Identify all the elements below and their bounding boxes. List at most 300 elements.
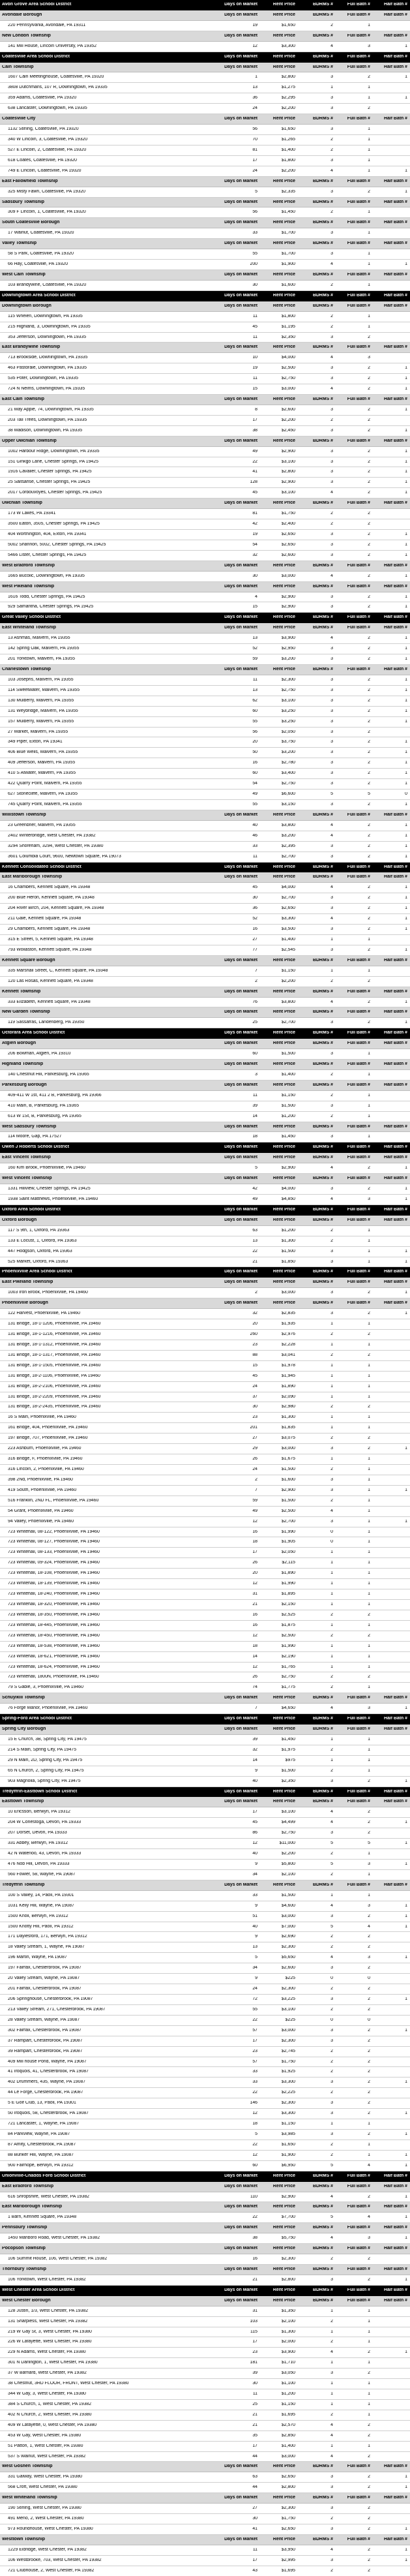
- cell-2: 40: [252, 1852, 257, 1856]
- cell-1: East Whiteland Township: [2, 626, 56, 630]
- cell-6: Half Bath #: [384, 117, 407, 121]
- listing-row: [0, 104, 410, 114]
- cell-3: $2,650: [281, 2527, 295, 2532]
- cell-1: 157 Mulberry, Malvern, PA 19355: [8, 719, 74, 724]
- cell-1: 453 W Gay, West Chester, PA 19380: [8, 2433, 81, 2438]
- cell-6: 1: [405, 782, 407, 786]
- cell-3: $2,115: [282, 1561, 295, 1565]
- cell-3: $1,750: [281, 2517, 295, 2521]
- cell-2: 18: [252, 2122, 257, 2126]
- listing-row: [0, 1423, 410, 1434]
- cell-1: 207 Dorset, Devon, PA 19333: [8, 1831, 67, 1835]
- cell-5: 2: [368, 1612, 370, 1617]
- cell-1: 316 Lincoln, 2, Phoenixville, PA 19460: [8, 1467, 84, 1471]
- cell-2: 17: [252, 2444, 257, 2448]
- cell-2: 54: [252, 782, 257, 786]
- cell-2: 54: [252, 542, 257, 547]
- cell-5: 1: [368, 147, 370, 152]
- cell-1: 5466 Lister, Chester Springs, PA 19425: [8, 553, 87, 557]
- cell-3: $2,950: [281, 647, 295, 651]
- township-header-row: [0, 1153, 410, 1163]
- cell-6: Half Bath #: [384, 865, 407, 869]
- township-header-row: [0, 31, 410, 42]
- cell-1: East Marlborough Township: [2, 875, 63, 880]
- cell-1: 16 Chambers, Kennett Square, PA 19348: [8, 885, 91, 890]
- cell-2: 42: [252, 522, 257, 527]
- cell-6: Half Bath #: [384, 200, 407, 204]
- cell-2: 62: [252, 698, 257, 703]
- listing-row: [0, 1569, 410, 1579]
- cell-1: 50 Iroquois, 58, Chesterbrook, PA 19087: [8, 2111, 89, 2116]
- cell-5: 1: [368, 252, 370, 256]
- cell-1: 131 Bridge, 18-1-1206, Phoenixville, PA 19460: [8, 1322, 101, 1326]
- listing-row: [0, 2472, 410, 2483]
- cell-4: 3: [330, 96, 333, 100]
- cell-5: Full Bath #: [347, 1280, 370, 1285]
- listing-row: [0, 333, 410, 343]
- cell-6: 1: [405, 2111, 407, 2116]
- cell-6: 1: [405, 833, 407, 838]
- cell-4: 3: [330, 771, 333, 776]
- cell-5: 2: [368, 647, 370, 651]
- cell-2: 15: [252, 605, 257, 609]
- cell-2: 77: [252, 947, 257, 952]
- cell-3: $1,875: [281, 1623, 295, 1627]
- cell-2: 9: [255, 1768, 257, 1773]
- township-header-row: [0, 872, 410, 883]
- cell-2: 12: [252, 1633, 257, 1638]
- cell-4: 3: [330, 158, 333, 162]
- cell-5: 1: [368, 2308, 370, 2313]
- cell-1: 28 Valley Stream, Wayne, PA 19087: [8, 2017, 80, 2022]
- cell-6: Half Bath #: [384, 1031, 407, 1035]
- cell-2: 11: [252, 1093, 257, 1097]
- cell-3: Rent Price: [272, 345, 295, 350]
- cell-4: 0: [330, 2017, 333, 2022]
- listing-row: [0, 654, 410, 665]
- cell-4: 4: [330, 1166, 333, 1171]
- cell-3: $3,300: [281, 2080, 295, 2085]
- cell-1: 723 Whitehall, 18-445, Phoenixville, PA 19460: [8, 1623, 100, 1627]
- cell-2: Days on Market: [224, 667, 257, 671]
- cell-1: 10 Ericsson, Berwyn, PA 19312: [8, 1810, 71, 1815]
- township-header-row: [0, 2296, 410, 2307]
- cell-2: 22: [252, 2142, 257, 2147]
- cell-5: 2: [368, 542, 370, 547]
- cell-2: Days on Market: [224, 1124, 257, 1129]
- cell-1: Octorara Area School District: [2, 1031, 65, 1035]
- listing-row: [0, 1413, 410, 1423]
- cell-1: 42 N Waterloo, 43, Devon, PA 19333: [8, 1852, 81, 1856]
- cell-1: 226 W Lafayette, West Chester, PA 19380: [8, 2340, 92, 2344]
- cell-2: 32: [252, 1311, 257, 1316]
- cell-1: 1616 Todd, Chester Springs, PA 19425: [8, 594, 85, 599]
- cell-1: 54 Grant, Phoenixville, PA 19460: [8, 1509, 74, 1513]
- cell-3: $3,200: [281, 833, 295, 838]
- cell-1: 315 E Street, 5, Kennett Square, PA 19348: [8, 937, 93, 942]
- cell-5: Full Bath #: [347, 1176, 370, 1181]
- cell-5: 2: [368, 1914, 370, 1918]
- cell-4: 3: [330, 459, 333, 464]
- township-header-row: [0, 2202, 410, 2213]
- cell-2: 27: [252, 1436, 257, 1441]
- listing-row: [0, 1683, 410, 1693]
- cell-1: 929 Samantha, Chester Springs, PA 19425: [8, 605, 94, 609]
- cell-6: 1: [405, 750, 407, 755]
- cell-1: 793 Wollaston, Kennett Square, PA 19348: [8, 947, 92, 952]
- cell-3: Rent Price: [272, 1082, 295, 1087]
- cell-5: Full Bath #: [347, 563, 370, 568]
- cell-2: Days on Market: [224, 875, 257, 880]
- listing-row: [0, 260, 410, 270]
- cell-3: Rent Price: [272, 584, 295, 589]
- cell-6: Half Bath #: [384, 501, 407, 506]
- cell-6: 1: [405, 449, 407, 453]
- cell-3: $2,300: [281, 2257, 295, 2262]
- cell-4: 3: [330, 729, 333, 734]
- cell-4: 3: [330, 719, 333, 724]
- cell-4: 0: [330, 1976, 333, 1981]
- cell-2: 12: [252, 1841, 257, 1846]
- cell-5: Full Bath #: [347, 303, 370, 308]
- cell-2: 26: [252, 1457, 257, 1462]
- cell-4: BDRMS #: [312, 293, 333, 298]
- cell-2: Days on Market: [224, 1145, 257, 1150]
- cell-4: 3: [330, 2038, 333, 2043]
- cell-1: 173 W Lakes, PA 19341: [8, 512, 56, 516]
- listing-row: [0, 2078, 410, 2088]
- cell-6: 1: [405, 771, 407, 776]
- listing-row: [0, 2119, 410, 2130]
- cell-3: $1,905: [281, 1540, 295, 1544]
- cell-5: 1: [368, 1529, 370, 1534]
- listing-row: [0, 93, 410, 104]
- cell-3: $3,000: [281, 1291, 295, 1295]
- cell-3: $1,895: [281, 1592, 295, 1597]
- cell-4: BDRMS #: [312, 54, 333, 59]
- cell-5: 1: [368, 937, 370, 942]
- cell-5: 1: [368, 1758, 370, 1762]
- cell-1: 229 N Adams, West Chester, PA 19380: [8, 2350, 86, 2355]
- cell-3: $2,225: [281, 2091, 295, 2095]
- cell-4: 4: [330, 2350, 333, 2355]
- cell-2: 60: [252, 771, 257, 776]
- cell-4: 2: [330, 1872, 333, 1877]
- cell-6: 1: [405, 1187, 407, 1191]
- cell-6: Half Bath #: [384, 2173, 407, 2178]
- cell-6: 1: [405, 262, 407, 267]
- cell-2: 36: [252, 96, 257, 100]
- cell-5: 1: [368, 1768, 370, 1773]
- cell-3: $2,995: [281, 2558, 295, 2562]
- cell-1: 38 Madison, Downingtown, PA 19335: [8, 428, 83, 433]
- cell-2: 25: [252, 2402, 257, 2406]
- cell-6: Half Bath #: [384, 812, 407, 817]
- cell-6: 1: [405, 542, 407, 547]
- cell-2: Days on Market: [224, 626, 257, 630]
- township-header-row: [0, 1693, 410, 1704]
- cell-4: 3: [330, 231, 333, 236]
- cell-6: 1: [405, 917, 407, 921]
- cell-5: Full Bath #: [347, 667, 370, 671]
- listing-row: [0, 1112, 410, 1122]
- cell-5: 1: [368, 1852, 370, 1856]
- listing-row: [0, 363, 410, 374]
- listing-row: [0, 1247, 410, 1257]
- cell-5: Full Bath #: [347, 1218, 370, 1222]
- listing-row: [0, 686, 410, 696]
- listing-row: [0, 540, 410, 551]
- cell-2: 52: [252, 647, 257, 651]
- cell-3: $3,200: [281, 657, 295, 662]
- cell-1: 723 Whitehall, 18-320, Phoenixville, PA 19460: [8, 1602, 100, 1606]
- cell-4: 3: [330, 854, 333, 859]
- listing-row: [0, 1652, 410, 1663]
- cell-5: 2: [368, 335, 370, 339]
- cell-4: BDRMS #: [312, 2288, 333, 2292]
- cell-4: 3: [330, 106, 333, 111]
- cell-5: 2: [368, 1810, 370, 1815]
- cell-6: 1: [405, 2558, 407, 2562]
- cell-1: Tredyffrin Township: [2, 1882, 45, 1887]
- listing-row: [0, 353, 410, 363]
- listing-row: [0, 281, 410, 291]
- listing-row: [0, 2151, 410, 2161]
- cell-6: Half Bath #: [384, 1156, 407, 1160]
- cell-6: Half Bath #: [384, 12, 407, 17]
- cell-4: 3: [330, 1291, 333, 1295]
- cell-4: 4: [330, 636, 333, 641]
- cell-4: BDRMS #: [312, 584, 333, 589]
- cell-2: Days on Market: [224, 33, 257, 38]
- cell-6: Half Bath #: [384, 2184, 407, 2188]
- cell-3: Rent Price: [272, 1176, 295, 1181]
- cell-2: Days on Market: [224, 397, 257, 402]
- listing-row: [0, 2213, 410, 2223]
- cell-3: Rent Price: [272, 117, 295, 121]
- township-header-row: [0, 2535, 410, 2545]
- listing-row: [0, 2005, 410, 2016]
- cell-2: 24: [252, 1987, 257, 1991]
- cell-5: 1: [368, 1072, 370, 1077]
- cell-4: 2: [330, 324, 333, 329]
- listing-row: [0, 1745, 410, 1756]
- cell-3: Rent Price: [272, 1789, 295, 1794]
- cell-4: 4: [330, 1955, 333, 1960]
- cell-2: 55: [252, 2007, 257, 2012]
- cell-3: $1,650: [281, 23, 295, 27]
- cell-1: 106 Westbrooke, 703, West Chester, PA 19382: [8, 2558, 102, 2562]
- cell-3: Rent Price: [272, 2464, 295, 2469]
- cell-5: 2: [368, 709, 370, 713]
- cell-5: 1: [368, 1114, 370, 1118]
- cell-5: 2: [368, 688, 370, 692]
- cell-4: 1: [330, 1426, 333, 1430]
- cell-5: 1: [368, 1519, 370, 1524]
- cell-5: 1: [368, 168, 370, 173]
- cell-5: 3: [368, 1706, 370, 1711]
- cell-5: 2: [368, 833, 370, 838]
- cell-2: 33: [252, 2070, 257, 2074]
- cell-3: $3,100: [281, 698, 295, 703]
- cell-4: BDRMS #: [312, 2173, 333, 2178]
- cell-5: 4: [368, 2215, 370, 2220]
- cell-3: $1,800: [281, 158, 295, 162]
- listing-row: [0, 1995, 410, 2005]
- cell-1: 142 Spring Oak, Malvern, PA 19355: [8, 647, 80, 651]
- cell-4: BDRMS #: [312, 272, 333, 277]
- cell-1: 15 E Church, 3B, Spring City, PA 19475: [8, 1737, 87, 1741]
- cell-4: BDRMS #: [312, 812, 333, 817]
- cell-1: 491 Meno, 2, West Chester, PA 19380: [8, 2517, 84, 2521]
- cell-4: 4: [330, 833, 333, 838]
- cell-4: BDRMS #: [312, 303, 333, 308]
- cell-2: 17: [252, 158, 257, 162]
- township-header-row: [0, 177, 410, 187]
- cell-4: 3: [330, 2527, 333, 2532]
- listing-row: [0, 998, 410, 1008]
- cell-5: 1: [368, 1322, 370, 1326]
- cell-6: 1: [405, 2215, 407, 2220]
- cell-3: $3,000: [281, 2454, 295, 2459]
- cell-2: Days on Market: [224, 179, 257, 183]
- cell-3: $1,100: [281, 2382, 295, 2386]
- cell-3: $2,100: [281, 1872, 295, 1877]
- cell-3: $3,900: [281, 636, 295, 641]
- cell-2: 30: [252, 2382, 257, 2386]
- cell-1: 618 Coates, Coatesville, PA 19320: [8, 158, 77, 162]
- cell-3: Rent Price: [272, 2184, 295, 2188]
- cell-4: 3: [330, 1477, 333, 1482]
- cell-5: 1: [368, 2382, 370, 2386]
- cell-5: 1: [368, 23, 370, 27]
- cell-1: Avon Grove Area School District: [2, 3, 72, 7]
- listing-row: [0, 1184, 410, 1195]
- cell-3: $3,800: [281, 823, 295, 827]
- cell-6: 1: [405, 844, 407, 848]
- cell-5: 2: [368, 1987, 370, 1991]
- cell-1: 402 Drummers, 435, Wayne, PA 19087: [8, 2080, 86, 2085]
- listing-row: [0, 592, 410, 603]
- cell-4: 3: [330, 2485, 333, 2490]
- cell-4: 4: [330, 1903, 333, 1908]
- cell-2: 115: [250, 2329, 257, 2334]
- cell-1: 476 Nob Hill, Devon, PA 19333: [8, 1862, 70, 1867]
- cell-4: 2: [330, 1072, 333, 1077]
- township-header-row: [0, 301, 410, 312]
- cell-4: 1: [330, 2122, 333, 2126]
- cell-1: 384 S Church, 1, West Chester, PA 19382: [8, 2402, 92, 2406]
- cell-1: 1500 Knoll, Berwyn, PA 19312: [8, 1914, 68, 1918]
- cell-2: Days on Market: [224, 438, 257, 443]
- cell-5: 1: [368, 1893, 370, 1897]
- cell-1: 723 Whitehall, 1800N, Phoenixville, PA 19460: [8, 1675, 99, 1679]
- cell-2: 14: [252, 1758, 257, 1762]
- cell-2: 14: [252, 1114, 257, 1118]
- cell-2: 46: [252, 833, 257, 838]
- district-header-row: [0, 1787, 410, 1798]
- township-header-row: [0, 498, 410, 509]
- cell-5: Full Bath #: [347, 2246, 370, 2251]
- listing-row: [0, 737, 410, 748]
- cell-2: Days on Market: [224, 345, 257, 350]
- cell-3: $1,500: [281, 1103, 295, 1108]
- cell-3: Rent Price: [272, 3, 295, 7]
- cell-3: $2,500: [281, 1633, 295, 1638]
- cell-2: 11: [252, 2547, 257, 2552]
- cell-2: 5: [255, 1955, 257, 1960]
- cell-2: Days on Market: [224, 563, 257, 568]
- cell-3: Rent Price: [272, 1882, 295, 1887]
- cell-2: 13: [252, 636, 257, 641]
- cell-5: Full Bath #: [347, 1727, 370, 1732]
- cell-4: BDRMS #: [312, 626, 333, 630]
- cell-5: 2: [368, 761, 370, 765]
- listing-row: [0, 779, 410, 790]
- cell-2: Days on Market: [224, 615, 257, 620]
- cell-1: 87 Amity, Chesterbrook, PA 19087: [8, 2142, 76, 2147]
- cell-3: $1,195: [281, 324, 295, 329]
- cell-4: 2: [330, 522, 333, 527]
- cell-2: 72: [252, 1997, 257, 2001]
- cell-2: Days on Market: [224, 1280, 257, 1285]
- cell-5: 2: [368, 407, 370, 412]
- cell-5: 2: [368, 2111, 370, 2116]
- cell-6: Half Bath #: [384, 626, 407, 630]
- cell-4: 3: [330, 1259, 333, 1264]
- cell-4: 3: [330, 1103, 333, 1108]
- cell-2: 31: [252, 2308, 257, 2313]
- cell-4: 2: [330, 1467, 333, 1471]
- cell-2: 7: [255, 1488, 257, 1492]
- cell-5: 1: [368, 2444, 370, 2448]
- cell-5: 1: [368, 1373, 370, 1378]
- cell-4: BDRMS #: [312, 1010, 333, 1015]
- cell-4: 3: [330, 449, 333, 453]
- cell-5: 2: [368, 636, 370, 641]
- cell-4: 2: [330, 1768, 333, 1773]
- cell-3: $1,150: [281, 2122, 295, 2126]
- listing-row: [0, 1351, 410, 1361]
- cell-2: Days on Market: [224, 2267, 257, 2271]
- listing-row: [0, 249, 410, 260]
- cell-5: 2: [368, 189, 370, 194]
- cell-1: 190 Stirling, West Chester, PA 19380: [8, 2506, 81, 2511]
- cell-3: $1,935: [281, 1322, 295, 1326]
- cell-5: 1: [368, 85, 370, 90]
- cell-4: BDRMS #: [312, 1218, 333, 1222]
- cell-2: 9: [255, 1903, 257, 1908]
- cell-1: 1331 Hillview, Chester Springs, PA 19425: [8, 1187, 91, 1191]
- cell-6: Half Bath #: [384, 1062, 407, 1067]
- cell-5: Full Bath #: [347, 1717, 370, 1721]
- cell-4: BDRMS #: [312, 345, 333, 350]
- cell-5: 3: [368, 1903, 370, 1908]
- cell-5: 2: [368, 677, 370, 682]
- cell-4: 3: [330, 1249, 333, 1253]
- cell-4: 2: [330, 2319, 333, 2323]
- cell-3: $2,700: [281, 1020, 295, 1025]
- cell-4: 3: [330, 470, 333, 474]
- cell-3: $1,700: [281, 252, 295, 256]
- cell-3: $2,545: [281, 947, 295, 952]
- cell-2: 13: [252, 688, 257, 692]
- cell-1: Avondale Borough: [2, 12, 42, 17]
- cell-6: 1: [405, 2163, 407, 2168]
- cell-1: Kennett Square Borough: [2, 958, 55, 962]
- cell-1: 201 Fairfax, Chesterbrook, PA 19087: [8, 1987, 81, 1991]
- cell-1: 131 Bridge, 18-2-1106, Phoenixville, PA 19460: [8, 1373, 100, 1378]
